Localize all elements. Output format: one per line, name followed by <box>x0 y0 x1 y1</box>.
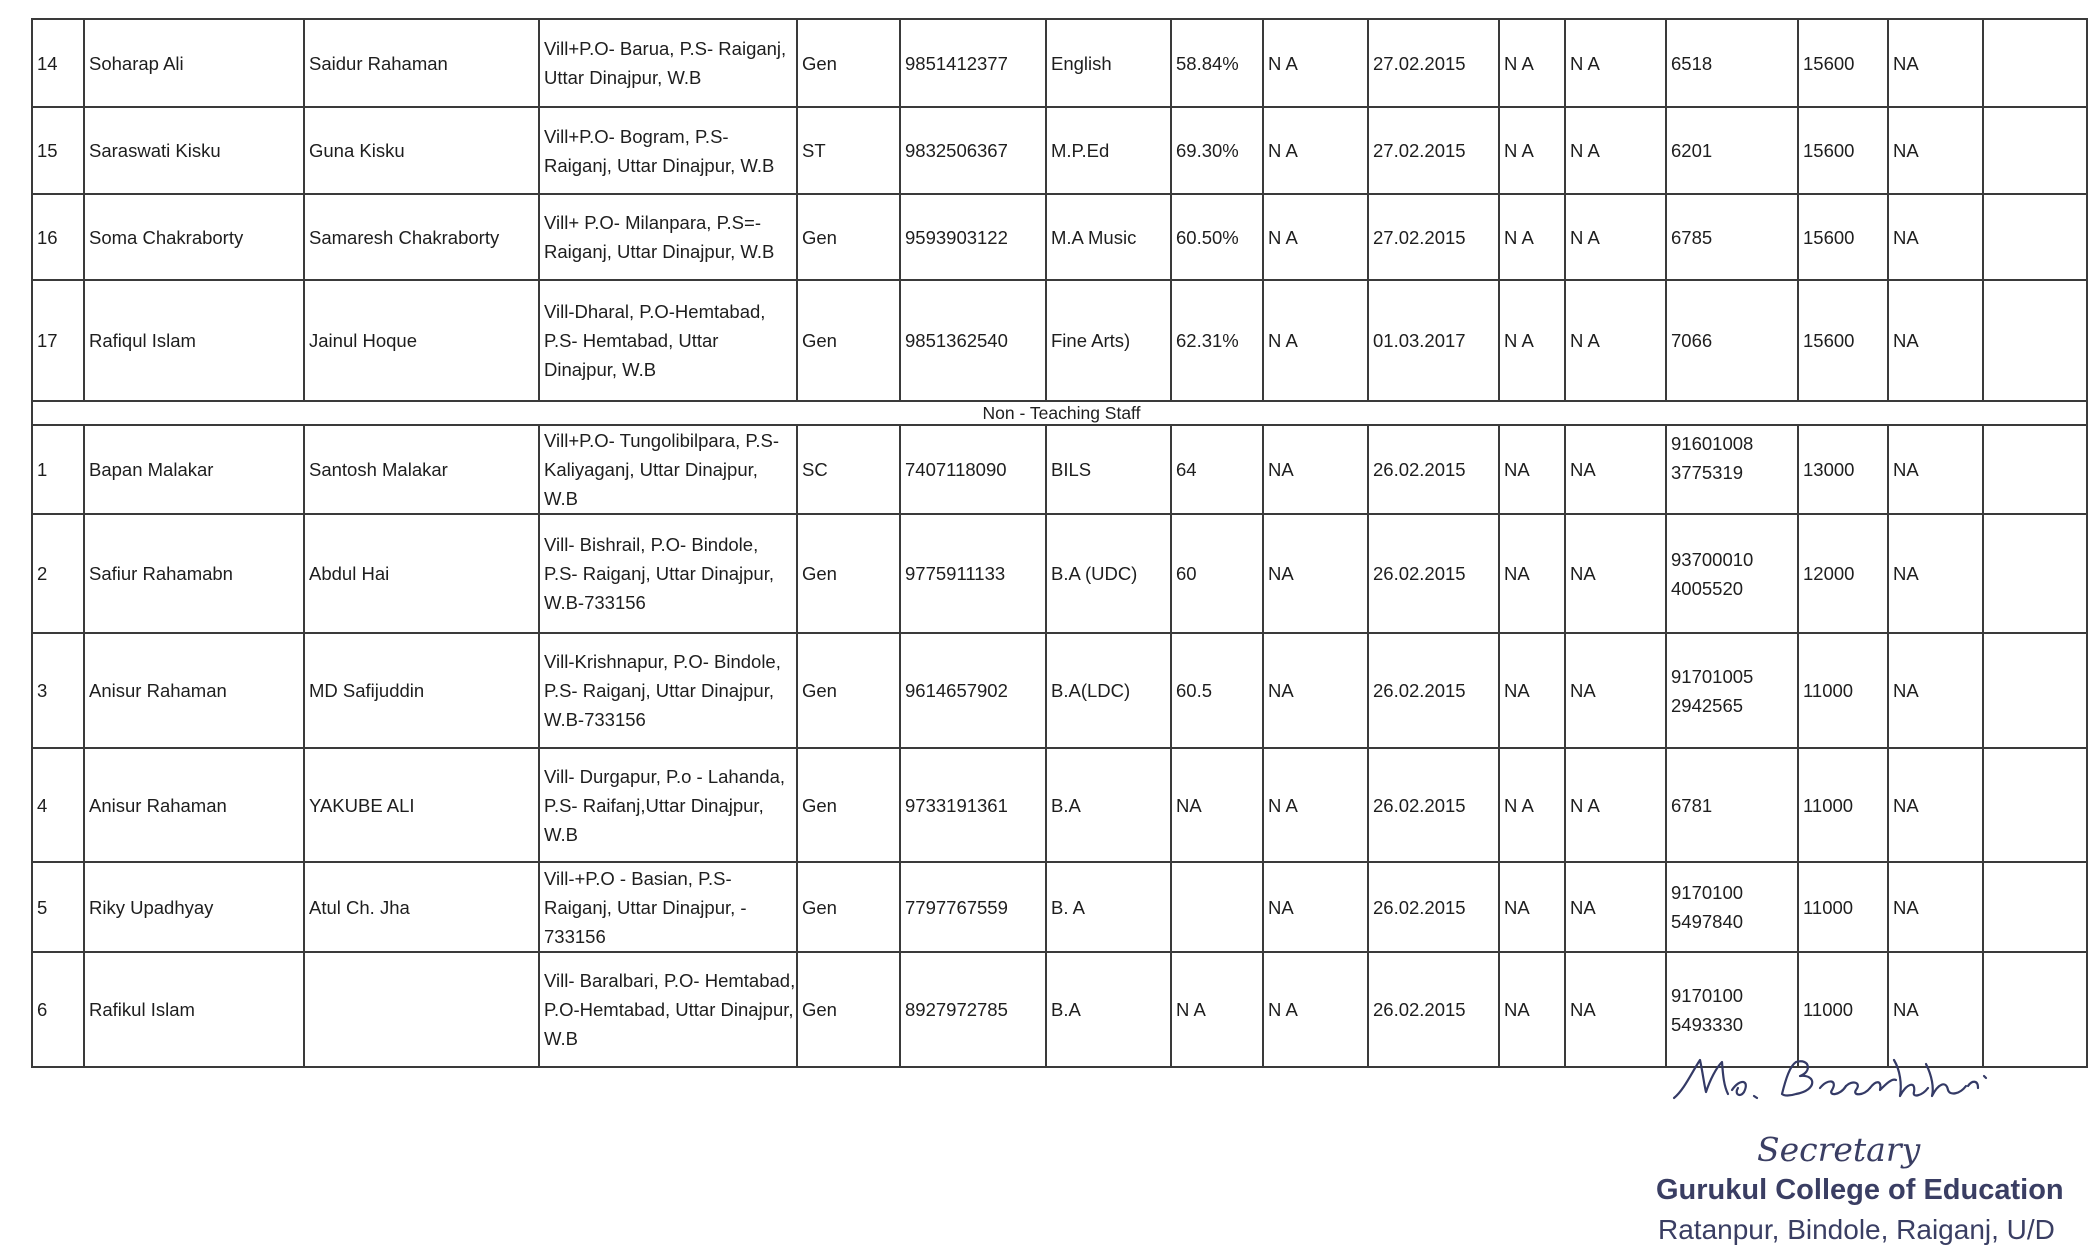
column-9-cell: N A <box>1263 194 1368 280</box>
account-cell: 93700010 4005520 <box>1666 514 1798 633</box>
handwritten-signature <box>1670 1050 2030 1110</box>
section-header-row <box>32 401 2087 425</box>
column-9-cell: N A <box>1263 107 1368 194</box>
column-16-cell <box>1983 107 2087 194</box>
joining-date-cell: 26.02.2015 <box>1368 425 1499 514</box>
phone-cell: 9851412377 <box>900 19 1046 107</box>
salary-cell: 15600 <box>1798 19 1888 107</box>
table-row <box>32 194 2087 280</box>
serial-cell: 4 <box>32 748 84 862</box>
name-cell: Saraswati Kisku <box>84 107 304 194</box>
column-16-cell <box>1983 633 2087 748</box>
name-cell: Anisur Rahaman <box>84 633 304 748</box>
salary-cell: 11000 <box>1798 952 1888 1067</box>
staff-table <box>31 18 2088 1068</box>
serial-cell: 17 <box>32 280 84 401</box>
salary-cell: 15600 <box>1798 107 1888 194</box>
qualification-cell: B. A <box>1046 862 1171 952</box>
percentage-cell: 58.84% <box>1171 19 1263 107</box>
column-16-cell <box>1983 514 2087 633</box>
account-cell: 7066 <box>1666 280 1798 401</box>
column-9-cell: N A <box>1263 280 1368 401</box>
column-16-cell <box>1983 425 2087 514</box>
category-cell: Gen <box>797 633 900 748</box>
father-name-cell: Jainul Hoque <box>304 280 539 401</box>
table-row <box>32 280 2087 401</box>
table-row <box>32 633 2087 748</box>
name-cell: Rafikul Islam <box>84 952 304 1067</box>
table-row <box>32 514 2087 633</box>
account-cell: 9170100 5497840 <box>1666 862 1798 952</box>
column-12-cell: NA <box>1565 952 1666 1067</box>
joining-date-cell: 26.02.2015 <box>1368 862 1499 952</box>
joining-date-cell: 26.02.2015 <box>1368 633 1499 748</box>
qualification-cell: B.A (UDC) <box>1046 514 1171 633</box>
percentage-cell <box>1171 862 1263 952</box>
qualification-cell: M.P.Ed <box>1046 107 1171 194</box>
salary-cell: 13000 <box>1798 425 1888 514</box>
column-15-cell: NA <box>1888 952 1983 1067</box>
address-cell: Vill+P.O- Tungolibilpara, P.S-Kaliyaganj, Uttar Dinajpur, W.B <box>539 425 797 514</box>
serial-cell: 14 <box>32 19 84 107</box>
account-cell: 6781 <box>1666 748 1798 862</box>
father-name-cell: Samaresh Chakraborty <box>304 194 539 280</box>
account-cell: 9170100 5493330 <box>1666 952 1798 1067</box>
joining-date-cell: 26.02.2015 <box>1368 514 1499 633</box>
serial-cell: 16 <box>32 194 84 280</box>
percentage-cell: N A <box>1171 952 1263 1067</box>
serial-cell: 3 <box>32 633 84 748</box>
father-name-cell: Saidur Rahaman <box>304 19 539 107</box>
column-11-cell: N A <box>1499 19 1565 107</box>
column-15-cell: NA <box>1888 280 1983 401</box>
salary-cell: 11000 <box>1798 633 1888 748</box>
salary-cell: 15600 <box>1798 280 1888 401</box>
name-cell: Soharap Ali <box>84 19 304 107</box>
column-15-cell: NA <box>1888 107 1983 194</box>
column-12-cell: N A <box>1565 194 1666 280</box>
joining-date-cell: 27.02.2015 <box>1368 19 1499 107</box>
joining-date-cell: 26.02.2015 <box>1368 952 1499 1067</box>
salary-cell: 12000 <box>1798 514 1888 633</box>
category-cell: Gen <box>797 280 900 401</box>
phone-cell: 7407118090 <box>900 425 1046 514</box>
column-12-cell: NA <box>1565 514 1666 633</box>
salary-cell: 11000 <box>1798 748 1888 862</box>
college-name: Gurukul College of Education <box>1656 1174 2064 1206</box>
name-cell: Riky Upadhyay <box>84 862 304 952</box>
phone-cell: 9614657902 <box>900 633 1046 748</box>
serial-cell: 5 <box>32 862 84 952</box>
phone-cell: 9593903122 <box>900 194 1046 280</box>
address-cell: Vill+ P.O- Milanpara, P.S=- Raiganj, Uttar Dinajpur, W.B <box>539 194 797 280</box>
percentage-cell: 64 <box>1171 425 1263 514</box>
column-11-cell: N A <box>1499 748 1565 862</box>
column-16-cell <box>1983 748 2087 862</box>
column-15-cell: NA <box>1888 514 1983 633</box>
column-11-cell: NA <box>1499 633 1565 748</box>
serial-cell: 15 <box>32 107 84 194</box>
address-cell: Vill-Dharal, P.O-Hemtabad, P.S- Hemtabad, Uttar Dinajpur, W.B <box>539 280 797 401</box>
percentage-cell: NA <box>1171 748 1263 862</box>
column-16-cell <box>1983 862 2087 952</box>
column-12-cell: N A <box>1565 107 1666 194</box>
column-15-cell: NA <box>1888 194 1983 280</box>
column-16-cell <box>1983 19 2087 107</box>
account-cell: 91601008 3775319 <box>1666 425 1798 514</box>
table-row <box>32 862 2087 952</box>
column-15-cell: NA <box>1888 633 1983 748</box>
category-cell: Gen <box>797 952 900 1067</box>
address-cell: Vill- Bishrail, P.O- Bindole, P.S- Raiganj, Uttar Dinajpur, W.B-733156 <box>539 514 797 633</box>
account-cell: 6201 <box>1666 107 1798 194</box>
name-cell: Bapan Malakar <box>84 425 304 514</box>
column-15-cell: NA <box>1888 425 1983 514</box>
column-9-cell: NA <box>1263 425 1368 514</box>
account-cell: 6785 <box>1666 194 1798 280</box>
percentage-cell: 60 <box>1171 514 1263 633</box>
father-name-cell: MD Safijuddin <box>304 633 539 748</box>
address-cell: Vill-Krishnapur, P.O- Bindole, P.S- Raiganj, Uttar Dinajpur, W.B-733156 <box>539 633 797 748</box>
column-9-cell: N A <box>1263 19 1368 107</box>
qualification-cell: Fine Arts) <box>1046 280 1171 401</box>
column-16-cell <box>1983 280 2087 401</box>
phone-cell: 9775911133 <box>900 514 1046 633</box>
serial-cell: 2 <box>32 514 84 633</box>
phone-cell: 7797767559 <box>900 862 1046 952</box>
phone-cell: 9832506367 <box>900 107 1046 194</box>
category-cell: Gen <box>797 514 900 633</box>
column-11-cell: N A <box>1499 194 1565 280</box>
category-cell: Gen <box>797 748 900 862</box>
column-11-cell: NA <box>1499 952 1565 1067</box>
address-cell: Vill+P.O- Barua, P.S- Raiganj, Uttar Dinajpur, W.B <box>539 19 797 107</box>
salary-cell: 15600 <box>1798 194 1888 280</box>
table-row <box>32 107 2087 194</box>
qualification-cell: B.A <box>1046 748 1171 862</box>
column-12-cell: NA <box>1565 862 1666 952</box>
father-name-cell: Abdul Hai <box>304 514 539 633</box>
column-12-cell: NA <box>1565 425 1666 514</box>
joining-date-cell: 27.02.2015 <box>1368 194 1499 280</box>
qualification-cell: M.A Music <box>1046 194 1171 280</box>
category-cell: ST <box>797 107 900 194</box>
column-11-cell: N A <box>1499 107 1565 194</box>
address-cell: Vill-+P.O - Basian, P.S- Raiganj, Uttar Dinajpur, - 733156 <box>539 862 797 952</box>
qualification-cell: B.A(LDC) <box>1046 633 1171 748</box>
name-cell: Anisur Rahaman <box>84 748 304 862</box>
qualification-cell: B.A <box>1046 952 1171 1067</box>
column-12-cell: N A <box>1565 280 1666 401</box>
table-row <box>32 748 2087 862</box>
table-row <box>32 425 2087 514</box>
name-cell: Safiur Rahamabn <box>84 514 304 633</box>
father-name-cell: Santosh Malakar <box>304 425 539 514</box>
column-11-cell: NA <box>1499 862 1565 952</box>
section-title: Non - Teaching Staff <box>32 401 2087 425</box>
address-cell: Vill+P.O- Bogram, P.S- Raiganj, Uttar Dinajpur, W.B <box>539 107 797 194</box>
phone-cell: 9851362540 <box>900 280 1046 401</box>
college-address: Ratanpur, Bindole, Raiganj, U/D <box>1658 1214 2055 1245</box>
joining-date-cell: 27.02.2015 <box>1368 107 1499 194</box>
column-9-cell: NA <box>1263 862 1368 952</box>
category-cell: Gen <box>797 862 900 952</box>
column-12-cell: N A <box>1565 19 1666 107</box>
joining-date-cell: 01.03.2017 <box>1368 280 1499 401</box>
column-9-cell: N A <box>1263 952 1368 1067</box>
father-name-cell: Guna Kisku <box>304 107 539 194</box>
column-9-cell: NA <box>1263 633 1368 748</box>
column-12-cell: N A <box>1565 748 1666 862</box>
column-9-cell: N A <box>1263 748 1368 862</box>
category-cell: Gen <box>797 19 900 107</box>
address-cell: Vill- Durgapur, P.o - Lahanda, P.S- Raifanj,Uttar Dinajpur, W.B <box>539 748 797 862</box>
column-15-cell: NA <box>1888 862 1983 952</box>
column-15-cell: NA <box>1888 748 1983 862</box>
address-cell: Vill- Baralbari, P.O- Hemtabad, P.O-Hemtabad, Uttar Dinajpur, W.B <box>539 952 797 1067</box>
column-9-cell: NA <box>1263 514 1368 633</box>
qualification-cell: BILS <box>1046 425 1171 514</box>
name-cell: Rafiqul Islam <box>84 280 304 401</box>
secretary-title: Secretary <box>1757 1130 1921 1169</box>
column-11-cell: NA <box>1499 514 1565 633</box>
account-cell: 91701005 2942565 <box>1666 633 1798 748</box>
father-name-cell: YAKUBE ALI <box>304 748 539 862</box>
table-row <box>32 19 2087 107</box>
column-11-cell: NA <box>1499 425 1565 514</box>
phone-cell: 8927972785 <box>900 952 1046 1067</box>
salary-cell: 11000 <box>1798 862 1888 952</box>
column-15-cell: NA <box>1888 19 1983 107</box>
joining-date-cell: 26.02.2015 <box>1368 748 1499 862</box>
column-16-cell <box>1983 194 2087 280</box>
percentage-cell: 60.50% <box>1171 194 1263 280</box>
serial-cell: 6 <box>32 952 84 1067</box>
name-cell: Soma Chakraborty <box>84 194 304 280</box>
qualification-cell: English <box>1046 19 1171 107</box>
column-12-cell: NA <box>1565 633 1666 748</box>
serial-cell: 1 <box>32 425 84 514</box>
category-cell: Gen <box>797 194 900 280</box>
percentage-cell: 60.5 <box>1171 633 1263 748</box>
father-name-cell <box>304 952 539 1067</box>
percentage-cell: 62.31% <box>1171 280 1263 401</box>
phone-cell: 9733191361 <box>900 748 1046 862</box>
percentage-cell: 69.30% <box>1171 107 1263 194</box>
column-11-cell: N A <box>1499 280 1565 401</box>
account-cell: 6518 <box>1666 19 1798 107</box>
father-name-cell: Atul Ch. Jha <box>304 862 539 952</box>
category-cell: SC <box>797 425 900 514</box>
